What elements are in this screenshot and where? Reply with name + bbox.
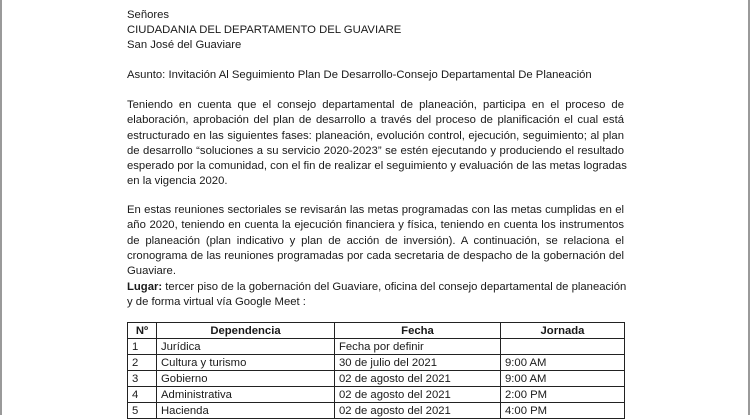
row-dependency: Gobierno: [157, 371, 335, 387]
col-number-header: Nº: [128, 323, 157, 339]
paragraph-meetings: [127, 203, 624, 279]
place-label: Lugar:: [127, 281, 163, 293]
paragraph-line: estructurado en las siguientes fases: planeación, evolución control, ejecución, seguimiento; al plan: [127, 129, 624, 142]
page-edge-left: [0, 0, 2, 415]
paragraph-line: de planeación (plan indicativo y plan de acción de inversión). A continuación, se relaciona el: [127, 234, 624, 247]
row-number: 5: [128, 403, 157, 419]
row-date: 30 de julio del 2021: [335, 355, 501, 371]
place-line-2: y de forma virtual vía Google Meet :: [127, 296, 306, 308]
row-schedule: 4:00 PM: [501, 403, 625, 419]
subject-line: Asunto: Invitación Al Seguimiento Plan De Desarrollo-Consejo Departamental De Planeación: [127, 69, 592, 81]
row-number: 1: [128, 339, 157, 355]
row-number: 2: [128, 355, 157, 371]
table-row: [128, 387, 625, 403]
row-schedule: 9:00 AM: [501, 371, 625, 387]
row-number: 3: [128, 371, 157, 387]
place-text: tercer piso de la gobernación del Guaviare, oficina del consejo departamental de planeación: [162, 281, 627, 293]
col-date-header: Fecha: [335, 323, 501, 339]
schedule-table: [127, 322, 625, 419]
paragraph-line: elaboración, aprobación del plan de desarrollo a través del proceso de planificación el cual está: [127, 114, 624, 127]
paragraph-line: cronograma de las reuniones programadas por cada secretaria de despacho de la gobernación del: [127, 249, 624, 262]
row-date: 02 de agosto del 2021: [335, 403, 501, 419]
table-row: [128, 403, 625, 419]
paragraph-line: esperado por la comunidad, con el fin de realizar el seguimiento y evaluación de las metas logradas: [127, 160, 627, 173]
paragraph-line: año 2020, teniendo en cuenta la ejecución financiera y física, teniendo en cuenta los instrumentos: [127, 219, 624, 232]
row-dependency: Jurídica: [157, 339, 335, 355]
row-date: 02 de agosto del 2021: [335, 371, 501, 387]
row-date: 02 de agosto del 2021: [335, 387, 501, 403]
row-date: Fecha por definir: [335, 339, 501, 355]
table-row: [128, 371, 625, 387]
paragraph-intro: [127, 98, 627, 190]
row-dependency: Administrativa: [157, 387, 335, 403]
row-number: 4: [128, 387, 157, 403]
row-dependency: Hacienda: [157, 403, 335, 419]
salutation: Señores: [127, 9, 170, 21]
table-header-row: [128, 323, 625, 339]
recipient: CIUDADANIA DEL DEPARTAMENTO DEL GUAVIARE: [127, 24, 402, 36]
row-schedule: 9:00 AM: [501, 355, 625, 371]
place-line-1: [127, 280, 626, 294]
paragraph-line: en la vigencia 2020.: [127, 175, 228, 188]
table-row: [128, 339, 625, 355]
paragraph-line: de desarrollo “soluciones a su servicio 2020-2023” se estén ejecutando y produciendo el resultado: [127, 144, 624, 157]
row-dependency: Cultura y turismo: [157, 355, 335, 371]
col-dependency-header: Dependencia: [157, 323, 335, 339]
col-schedule-header: Jornada: [501, 323, 625, 339]
paragraph-line: Guaviare.: [127, 265, 176, 278]
paragraph-line: En estas reuniones sectoriales se revisarán las metas programadas con las metas cumplidas en el: [127, 204, 624, 216]
paragraph-line: Teniendo en cuenta que el consejo departamental de planeación, participa en el proceso de: [127, 99, 624, 111]
row-schedule: [501, 339, 625, 355]
location: San José del Guaviare: [127, 39, 242, 51]
row-schedule: 2:00 PM: [501, 387, 625, 403]
table-row: [128, 355, 625, 371]
